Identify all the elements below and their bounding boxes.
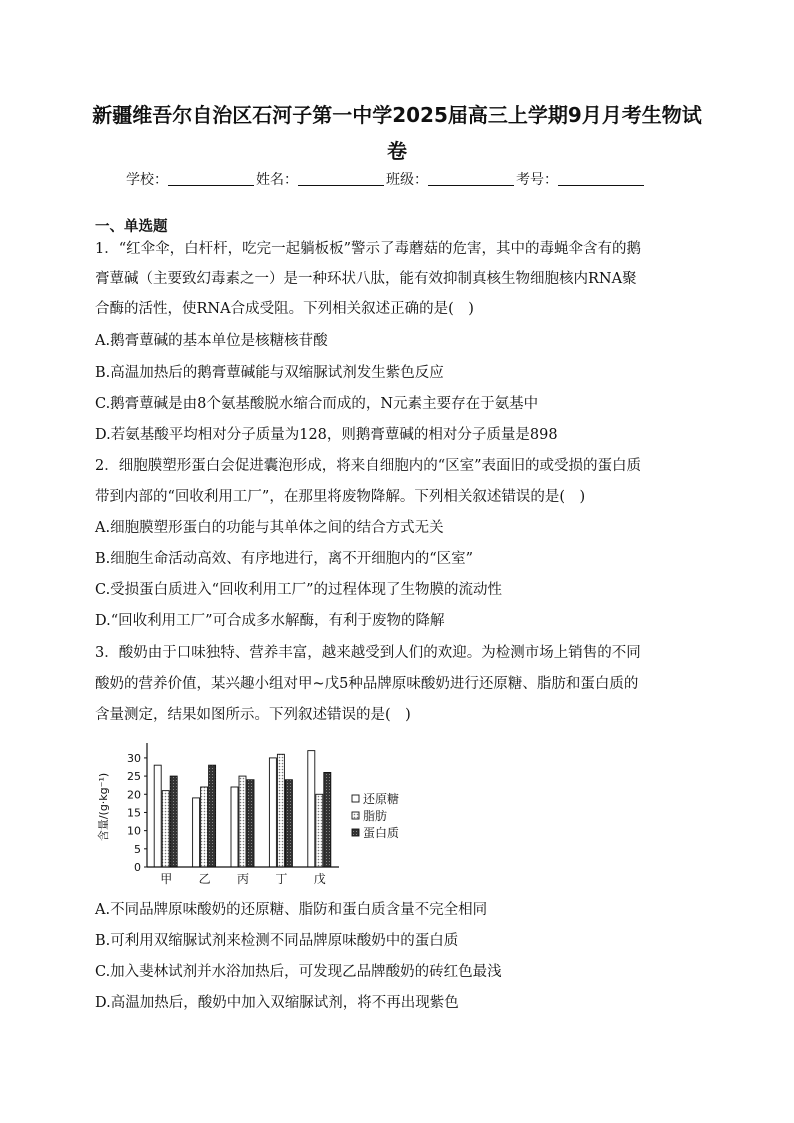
bar-1 bbox=[239, 776, 246, 867]
q3-stem-line: 含量测定，结果如图所示。下列叙述错误的是( ) bbox=[95, 707, 411, 723]
y-tick-label: 25 bbox=[127, 770, 141, 784]
x-tick-label: 丙 bbox=[236, 872, 250, 886]
bar-2 bbox=[324, 772, 331, 867]
q3-option-a[interactable]: A.不同品牌原味酸奶的还原糖、脂防和蛋白质含量不完全相同 bbox=[95, 902, 488, 918]
bar-2 bbox=[285, 780, 292, 867]
y-tick-label: 0 bbox=[134, 861, 141, 874]
q1-option-a[interactable]: A.鹅膏蕈碱的基本单位是核糖核苷酸 bbox=[95, 333, 328, 349]
legend-swatch bbox=[352, 812, 359, 819]
q1-stem-line: 合酶的活性，使RNA合成受阻。下列相关叙述正确的是( ) bbox=[95, 301, 474, 317]
q2-stem-line: 带到内部的“回收利用工厂”，在那里将废物降解。下列相关叙述错误的是( ) bbox=[95, 489, 586, 505]
x-tick-label: 戊 bbox=[313, 872, 326, 886]
student-info bbox=[126, 170, 646, 190]
legend-label: 蛋白质 bbox=[363, 826, 400, 840]
q1-option-d[interactable]: D.若氨基酸平均相对分子质量为128，则鹅膏蕈碱的相对分子质量是898 bbox=[95, 427, 558, 443]
bar-0 bbox=[193, 798, 200, 867]
page-title-continued: 卷 bbox=[387, 139, 407, 163]
bar-2 bbox=[170, 776, 177, 867]
exam-no-field[interactable] bbox=[558, 171, 644, 186]
bar-2 bbox=[209, 765, 216, 867]
x-tick-label: 丁 bbox=[275, 872, 288, 886]
legend-label: 脂肪 bbox=[363, 809, 388, 823]
y-tick-label: 20 bbox=[127, 788, 141, 802]
q1-option-b[interactable]: B.高温加热后的鹅膏蕈碱能与双缩脲试剂发生紫色反应 bbox=[95, 365, 444, 381]
class-field[interactable] bbox=[428, 171, 514, 186]
name-field[interactable] bbox=[298, 171, 384, 186]
bar-0 bbox=[154, 765, 161, 867]
bar-1 bbox=[201, 787, 208, 867]
bar-1 bbox=[162, 791, 169, 867]
bar-2 bbox=[247, 780, 254, 867]
q1-stem-line: 1．“红伞伞，白杆杆，吃完一起躺板板”警示了毒蘑菇的危害，其中的毒蝇伞含有的鹅 bbox=[95, 241, 642, 257]
legend-swatch bbox=[352, 829, 359, 836]
y-tick-label: 10 bbox=[127, 824, 141, 838]
page-title: 新疆维吾尔自治区石河子第一中学2025届高三上学期9月月考生物试 bbox=[92, 103, 702, 127]
bar-1 bbox=[277, 754, 284, 867]
bar-chart bbox=[95, 735, 415, 890]
q3-stem-line: 酸奶的营养价值，某兴趣小组对甲~戊5种品牌原味酸奶进行还原糖、脂肪和蛋白质的 bbox=[95, 676, 639, 692]
q3-option-c[interactable]: C.加入斐林试剂并水浴加热后，可发现乙品牌酸奶的砖红色最浅 bbox=[95, 964, 502, 980]
y-tick-label: 15 bbox=[127, 806, 141, 820]
legend-label: 还原糖 bbox=[363, 792, 400, 806]
q3-option-d[interactable]: D.高温加热后，酸奶中加入双缩脲试剂，将不再出现紫色 bbox=[95, 995, 459, 1011]
q3-option-b[interactable]: B.可利用双缩脲试剂来检测不同品牌原味酸奶中的蛋白质 bbox=[95, 933, 459, 949]
bar-0 bbox=[269, 758, 276, 867]
section-heading: 一、单选题 bbox=[95, 219, 168, 235]
bar-0 bbox=[231, 787, 238, 867]
x-tick-label: 乙 bbox=[198, 872, 211, 886]
y-tick-label: 5 bbox=[134, 842, 141, 856]
q2-option-a[interactable]: A.细胞膜塑形蛋白的功能与其单体之间的结合方式无关 bbox=[95, 520, 444, 536]
q1-stem-line: 膏蕈碱（主要致幻毒素之一）是一种环状八肽，能有效抑制真核生物细胞核内RNA聚 bbox=[95, 271, 637, 287]
legend-swatch bbox=[352, 795, 359, 802]
q2-stem-line: 2．细胞膜塑形蛋白会促进囊泡形成，将来自细胞内的“区室”表面旧的或受损的蛋白质 bbox=[95, 458, 642, 474]
exam-no-label: 考号： bbox=[516, 172, 558, 188]
bar-1 bbox=[316, 794, 323, 867]
q2-option-d[interactable]: D.“回收利用工厂”可合成多水解酶，有利于废物的降解 bbox=[95, 613, 445, 629]
q1-option-c[interactable]: C.鹅膏蕈碱是由8个氨基酸脱水缩合而成的，N元素主要存在于氨基中 bbox=[95, 396, 539, 412]
q2-option-b[interactable]: B.细胞生命活动高效、有序地进行，离不开细胞内的“区室” bbox=[95, 551, 474, 567]
q2-option-c[interactable]: C.受损蛋白质进入“回收利用工厂”的过程体现了生物膜的流动性 bbox=[95, 582, 503, 598]
x-tick-label: 甲 bbox=[160, 872, 173, 886]
bar-0 bbox=[308, 751, 315, 867]
y-tick-label: 30 bbox=[127, 751, 141, 765]
class-label: 班级： bbox=[386, 172, 428, 188]
q3-stem-line: 3．酸奶由于口味独特、营养丰富，越来越受到人们的欢迎。为检测市场上销售的不同 bbox=[95, 645, 641, 661]
y-axis-label: 含量/(g·kg⁻¹) bbox=[97, 772, 110, 842]
name-label: 姓名： bbox=[256, 172, 298, 188]
school-label: 学校： bbox=[126, 172, 168, 188]
school-field[interactable] bbox=[168, 171, 254, 186]
